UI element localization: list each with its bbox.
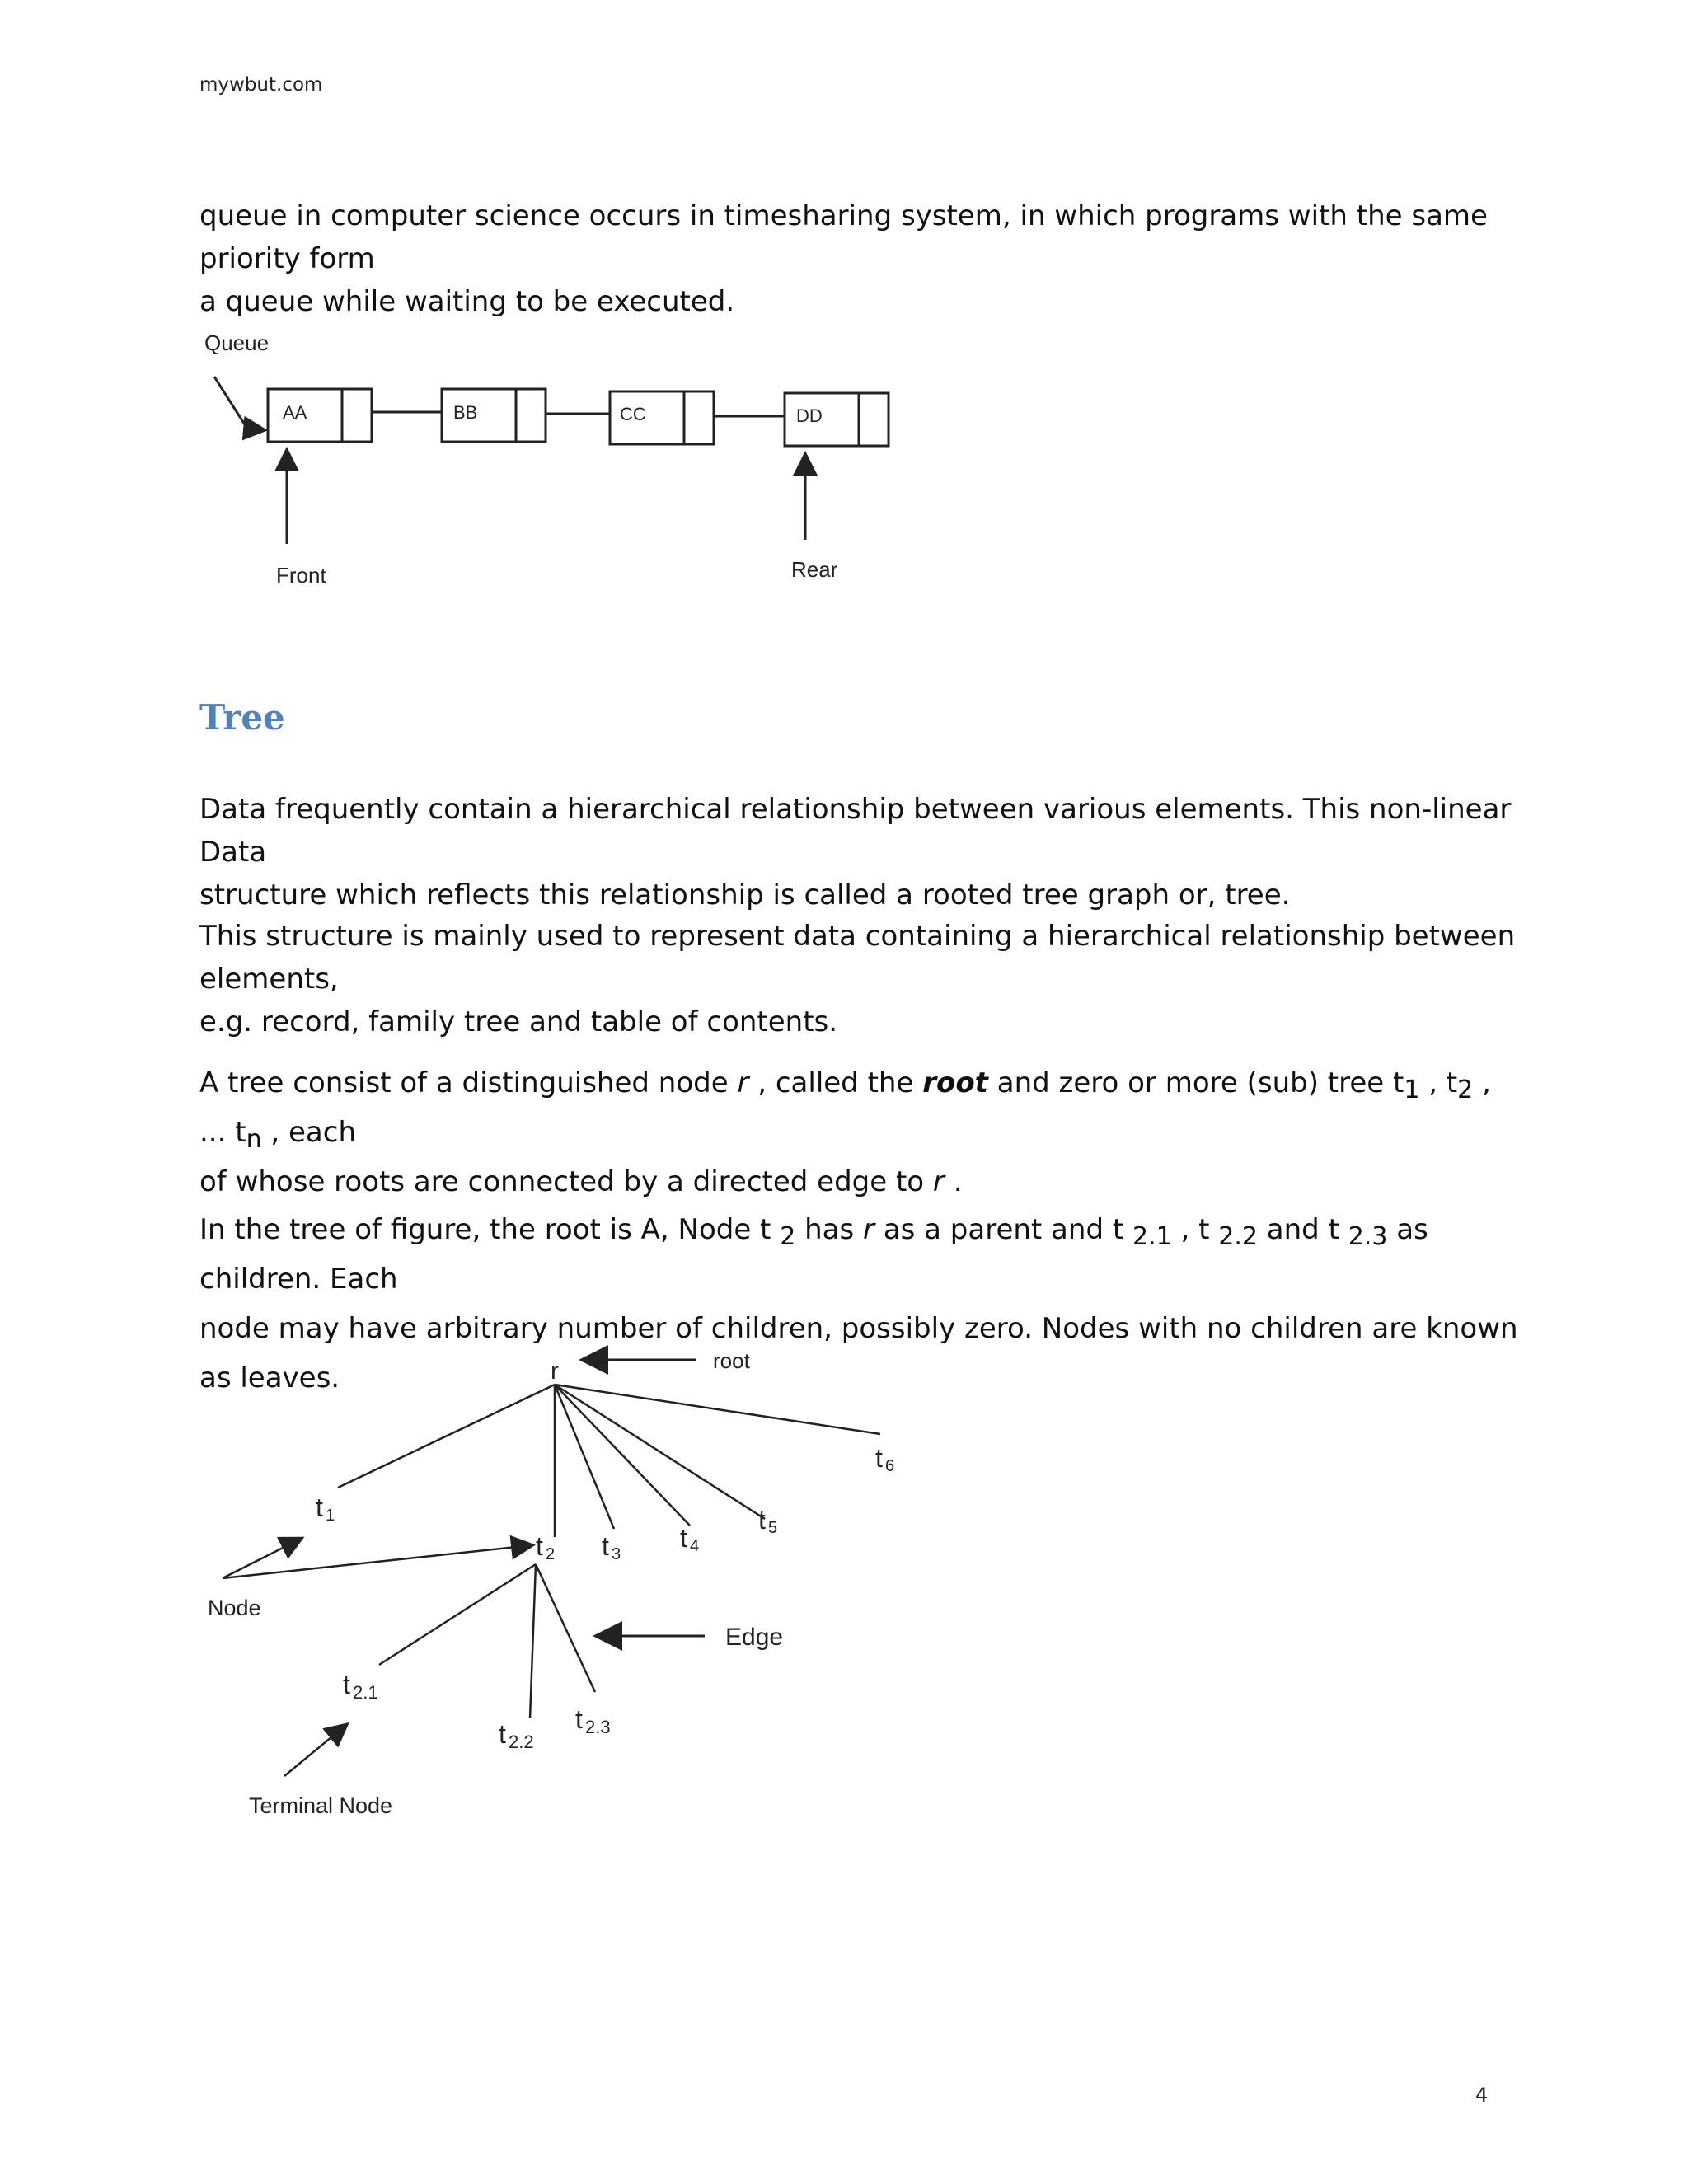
- queue-node-label: AA: [283, 402, 307, 423]
- queue-label: Queue: [204, 330, 270, 355]
- terminal-node-label: Terminal Node: [249, 1793, 393, 1818]
- tree-paragraph-2: [199, 915, 1518, 1043]
- child-node-t1: [316, 1493, 335, 1525]
- text-run: , each: [261, 1116, 356, 1149]
- root-node-label: r: [551, 1357, 559, 1385]
- subscript: 1: [1404, 1076, 1420, 1104]
- node-base: t: [316, 1493, 323, 1522]
- edge: [555, 1385, 690, 1526]
- node-sub: 4: [690, 1537, 700, 1555]
- text-run: .: [944, 1165, 963, 1198]
- grandchild-node-t2-1: [343, 1670, 378, 1703]
- root-edges: [338, 1385, 880, 1537]
- terminal-pointer-arrow: [284, 1725, 346, 1776]
- node-pointer-arrow: [223, 1545, 532, 1578]
- queue-pointer-arrow: [247, 429, 265, 430]
- paragraph-line: structure which reflects this relationship is called a rooted tree graph or, tree.: [199, 879, 1291, 912]
- subscript: 2.3: [1348, 1222, 1388, 1251]
- front-label: Front: [276, 563, 326, 588]
- tree-paragraph-3: [199, 1058, 1518, 1207]
- section-heading-tree: Tree: [199, 697, 285, 738]
- edge: [536, 1564, 595, 1692]
- node-sub: 2.3: [585, 1717, 611, 1737]
- edge: [379, 1564, 536, 1665]
- text-run-italic: r: [863, 1213, 874, 1246]
- text-run: A tree consist of a distinguished node: [199, 1066, 738, 1099]
- node-base: t: [680, 1523, 687, 1553]
- queue-node-label: DD: [796, 405, 823, 426]
- node-base: t: [758, 1505, 766, 1535]
- edge: [530, 1564, 536, 1718]
- node-base: t: [602, 1531, 609, 1561]
- site-header: mywbut.com: [199, 74, 323, 96]
- child-node-t3: [602, 1531, 621, 1563]
- text-run: as children. Each: [199, 1213, 1428, 1296]
- node-base: t: [536, 1531, 543, 1561]
- rear-label: Rear: [791, 557, 838, 582]
- node-sub: 6: [885, 1457, 895, 1475]
- node-base: t: [499, 1719, 506, 1749]
- text-run: and t: [1257, 1213, 1348, 1246]
- text-run: In the tree of figure, the root is A, Node t: [199, 1213, 781, 1246]
- tree-diagram: [198, 1331, 940, 1834]
- text-run: , t: [1419, 1066, 1458, 1099]
- node-base: t: [343, 1670, 350, 1699]
- node-sub: 1: [326, 1507, 335, 1525]
- intro-line-2: a queue while waiting to be executed.: [199, 285, 735, 318]
- queue-pointer-line: [214, 377, 247, 429]
- text-run: node may have arbitrary number of children, possibly zero. Nodes with no children are known as leaves.: [199, 1312, 1518, 1394]
- queue-node-bb: [442, 389, 546, 442]
- text-run: has: [795, 1213, 864, 1246]
- queue-node-dd: [785, 393, 889, 446]
- child-node-t2: [536, 1531, 555, 1563]
- subscript: 2.1: [1132, 1222, 1172, 1251]
- queue-node-cc: [610, 391, 714, 444]
- text-run: as a parent and t: [874, 1213, 1132, 1246]
- child-node-t4: [680, 1523, 699, 1555]
- child-node-t6: [875, 1443, 894, 1475]
- node-pointer-arrow: [223, 1539, 301, 1578]
- paragraph-line: e.g. record, family tree and table of contents.: [199, 1005, 838, 1038]
- node-base: t: [875, 1443, 883, 1473]
- text-run-italic: r: [932, 1165, 945, 1198]
- node-sub: 3: [612, 1545, 621, 1563]
- intro-paragraph: [199, 194, 1518, 323]
- edge-label: Edge: [725, 1624, 784, 1651]
- text-run: , ... t: [199, 1066, 1491, 1149]
- edge: [555, 1385, 614, 1529]
- node-sub: 2.2: [509, 1732, 534, 1752]
- tree-paragraph-1: [199, 788, 1518, 916]
- queue-node-aa: [268, 389, 372, 442]
- text-run: , t: [1171, 1213, 1219, 1246]
- node-sub: 2.1: [353, 1682, 378, 1703]
- text-run: , called the: [748, 1066, 923, 1099]
- queue-node-label: CC: [620, 404, 646, 424]
- node-label: Node: [208, 1596, 261, 1620]
- node-sub: 2: [546, 1545, 556, 1563]
- queue-node-label: BB: [453, 402, 478, 423]
- subscript: 2.2: [1218, 1222, 1258, 1251]
- text-run: and zero or more (sub) tree t: [987, 1066, 1404, 1099]
- t2-edges: [379, 1564, 595, 1718]
- subscript: 2: [780, 1222, 796, 1251]
- text-run-bold-italic: root: [922, 1066, 988, 1099]
- queue-diagram: [198, 326, 907, 598]
- grandchild-node-t2-2: [499, 1719, 534, 1752]
- page-number: 4: [1475, 2083, 1489, 2107]
- paragraph-line: This structure is mainly used to represent data containing a hierarchical relationship between elements,: [199, 920, 1516, 996]
- text-run-italic: r: [737, 1066, 749, 1099]
- grandchild-node-t2-3: [575, 1704, 611, 1737]
- node-base: t: [575, 1704, 583, 1734]
- node-sub: 5: [768, 1519, 778, 1537]
- edge: [555, 1385, 765, 1519]
- text-run: of whose roots are connected by a directed edge to: [199, 1165, 933, 1198]
- subscript: 2: [1457, 1076, 1474, 1104]
- child-node-t5: [758, 1505, 777, 1537]
- edge: [338, 1385, 555, 1488]
- paragraph-line: Data frequently contain a hierarchical relationship between various elements. This non-linear Data: [199, 793, 1512, 869]
- intro-line-1: queue in computer science occurs in timesharing system, in which programs with the same priority form: [199, 199, 1488, 275]
- edge: [555, 1385, 880, 1434]
- subscript: n: [246, 1125, 262, 1154]
- root-pointer-label: root: [713, 1348, 750, 1373]
